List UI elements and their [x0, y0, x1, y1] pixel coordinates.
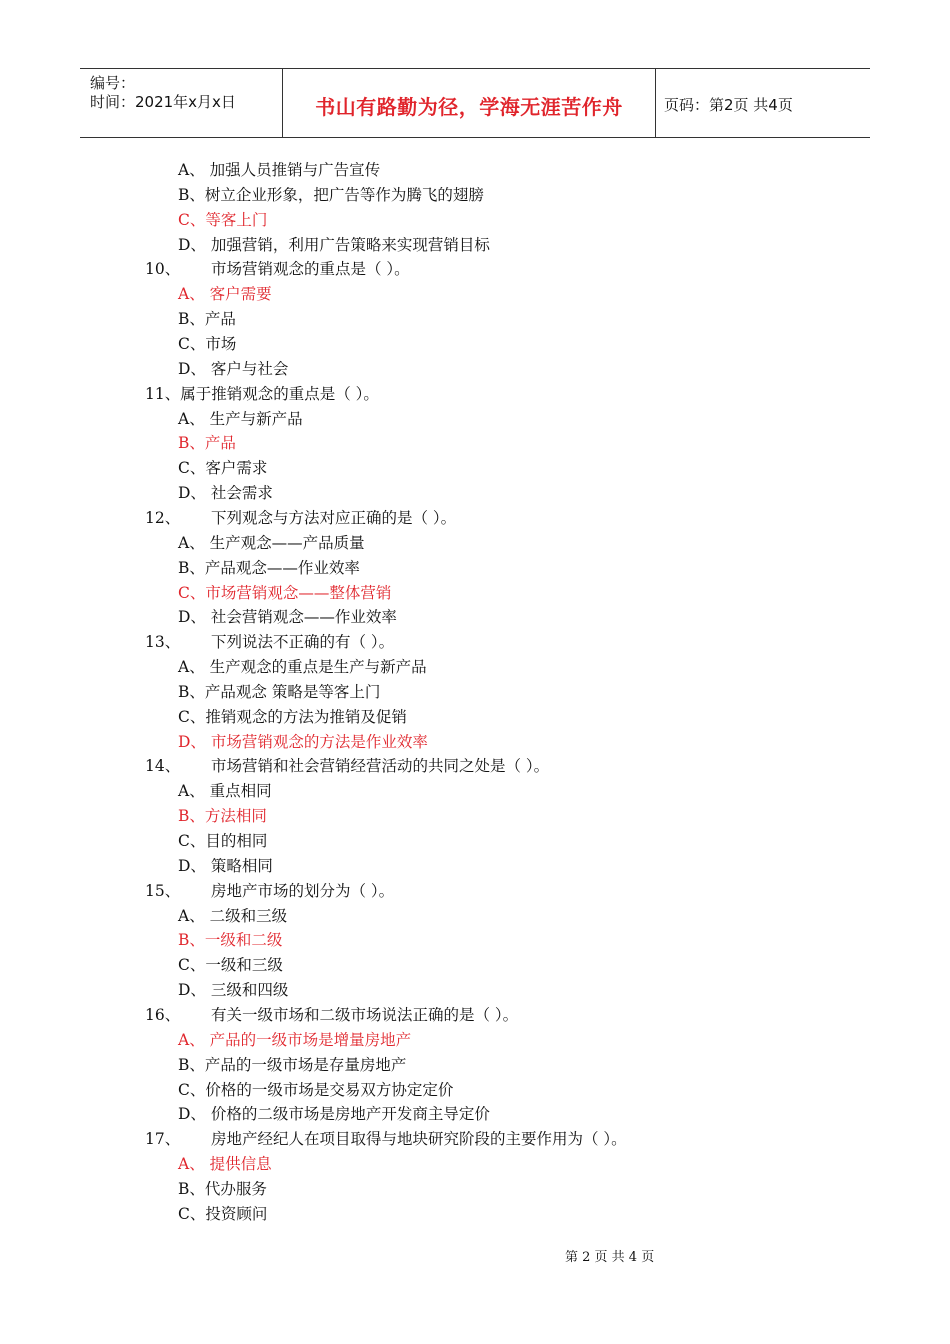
- question-item: [145, 632, 394, 652]
- header-page-cell: [655, 69, 870, 137]
- question-number: 12、: [145, 508, 181, 527]
- header-motto: 书山有路勤为径，学海无涯苦作舟: [315, 95, 623, 119]
- answer-option-correct: A、 客户需要: [178, 285, 272, 304]
- answer-option: C、推销观念的方法为推销及促销: [178, 707, 407, 726]
- question-item: [145, 756, 549, 776]
- answer-option: A、 重点相同: [178, 782, 272, 801]
- answer-option: D、 价格的二级市场是房地产开发商主导定价: [178, 1105, 490, 1124]
- header-page-label: 页码：第2页 共4页: [664, 96, 793, 114]
- answer-option: A、 生产与新产品: [178, 409, 303, 428]
- answer-option: C、一级和三级: [178, 956, 283, 975]
- question-item: [145, 508, 456, 528]
- answer-option: D、 三级和四级: [178, 981, 289, 1000]
- question-item: [145, 259, 410, 279]
- answer-option: A、 生产观念——产品质量: [178, 533, 365, 552]
- question-number: 17、: [145, 1130, 181, 1149]
- question-item: [145, 881, 394, 901]
- answer-option-correct: D、 市场营销观念的方法是作业效率: [178, 732, 428, 751]
- answer-option: D、 社会需求: [178, 484, 273, 503]
- question-item: [145, 384, 379, 404]
- header-meta-cell: [80, 69, 282, 137]
- question-number: 13、: [145, 633, 181, 652]
- answer-option: A、 二级和三级: [178, 906, 288, 925]
- answer-option: A、 加强人员推销与广告宣传: [178, 161, 381, 179]
- question-text: 下列观念与方法对应正确的是（ ）。: [211, 508, 457, 527]
- question-number: 10、: [145, 260, 181, 279]
- question-number: 15、: [145, 881, 181, 900]
- answer-option: D、 策略相同: [178, 856, 273, 875]
- answer-option-correct: A、 提供信息: [178, 1155, 272, 1173]
- document-code-label: 编号：: [90, 74, 136, 92]
- answer-option: C、目的相同: [178, 832, 268, 850]
- question-number: 11、: [145, 384, 181, 403]
- document-time-label: 时间：2021年x月x日: [90, 93, 236, 111]
- footer-page-number: 第 2 页 共 4 页: [565, 1250, 655, 1265]
- question-item: [145, 1005, 518, 1025]
- answer-option: C、投资顾问: [178, 1204, 268, 1223]
- answer-option: B、产品的一级市场是存量房地产: [178, 1055, 407, 1074]
- answer-option-correct: C、等客上门: [178, 210, 268, 229]
- answer-option: A、 生产观念的重点是生产与新产品: [178, 658, 427, 676]
- answer-option: B、产品观念——作业效率: [178, 558, 360, 577]
- answer-option: C、市场: [178, 335, 237, 353]
- question-text: 房地产经纪人在项目取得与地块研究阶段的主要作用为（ ）。: [211, 1130, 627, 1149]
- question-text: 下列说法不正确的有（ ）。: [211, 633, 395, 652]
- question-item: [145, 1129, 627, 1149]
- question-text: 属于推销观念的重点是（ ）。: [180, 384, 379, 403]
- page-header: [80, 68, 870, 138]
- answer-option: C、客户需求: [178, 459, 268, 478]
- answer-option: B、产品: [178, 310, 236, 329]
- answer-option: C、价格的一级市场是交易双方协定定价: [178, 1080, 454, 1099]
- header-motto-cell: [282, 69, 656, 137]
- answer-option: D、 客户与社会: [178, 359, 289, 378]
- answer-option: B、树立企业形象，把广告等作为腾飞的翅膀: [178, 185, 484, 204]
- answer-option: D、 加强营销，利用广告策略来实现营销目标: [178, 235, 490, 254]
- answer-option-correct: B、方法相同: [178, 807, 267, 826]
- answer-option: B、产品观念 策略是等客上门: [178, 682, 381, 701]
- answer-option: D、 社会营销观念——作业效率: [178, 608, 397, 627]
- question-text: 市场营销和社会营销经营活动的共同之处是（ ）。: [211, 757, 550, 776]
- question-number: 16、: [145, 1005, 181, 1024]
- answer-option-correct: B、一级和二级: [178, 931, 283, 950]
- question-text: 市场营销观念的重点是（ ）。: [211, 260, 410, 279]
- answer-option-correct: B、产品: [178, 434, 236, 453]
- question-text: 有关一级市场和二级市场说法正确的是（ ）。: [211, 1005, 519, 1024]
- question-text: 房地产市场的划分为（ ）。: [211, 881, 395, 900]
- answer-option-correct: C、市场营销观念——整体营销: [178, 583, 392, 602]
- answer-option-correct: A、 产品的一级市场是增量房地产: [178, 1030, 412, 1049]
- answer-option: B、代办服务: [178, 1179, 267, 1198]
- question-number: 14、: [145, 757, 181, 776]
